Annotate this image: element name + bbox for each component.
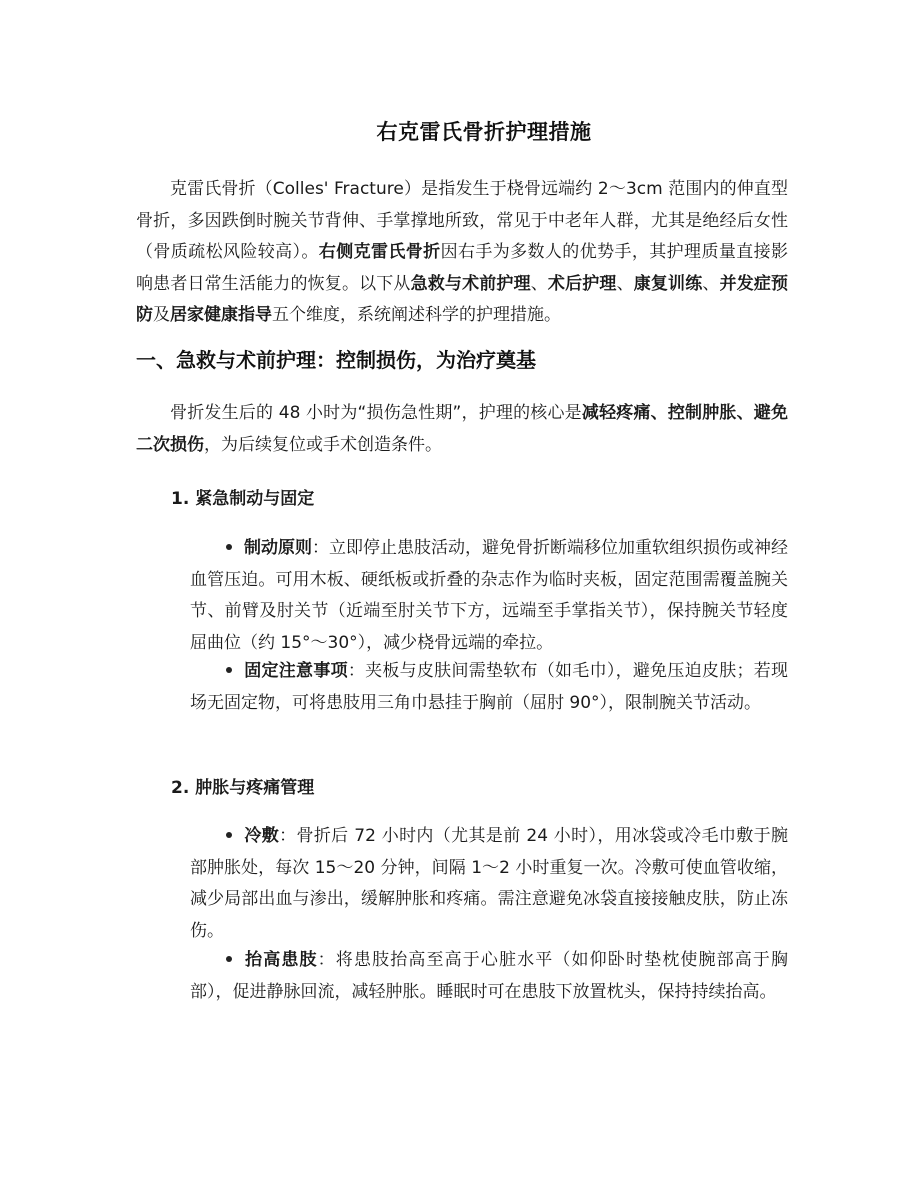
intro-bold-3: 术后护理 xyxy=(547,273,617,294)
intro-paragraph xyxy=(136,174,788,332)
intro-text-2: 因右手为多数人的优势手，其护理质量直接影响患者日常生活能力的恢复。以下从 xyxy=(136,242,789,294)
intro-text-6: 及 xyxy=(153,305,170,325)
intro-bold-1: 右侧克雷氏骨折 xyxy=(318,242,441,262)
bullet-text: ：夹板与皮肤间需垫软布（如毛巾），避免压迫皮肤；若现场无固定物，可将患肢用三角巾悬挂于胸前（屈肘 90°），限制腕关节活动。 xyxy=(190,661,788,713)
bullet-item xyxy=(190,656,788,719)
bullet-text: ：立即停止患肢活动，避免骨折断端移位加重软组织损伤或神经血管压迫。可用木板、硬纸板或折叠的杂志作为临时夹板，固定范围需覆盖腕关节、前臂及肘关节（近端至肘关节下方，远端至手掌指关节），保持腕关节轻度屈曲位（约 15°～30°），减少桡骨远端的牵拉。 xyxy=(190,538,788,653)
intro-text-1: 克雷氏骨折（Colles' Fracture）是指发生于桡骨远端约 2～3cm 范围内的伸直型骨折，多因跌倒时腕关节背伸、手掌撑地所致，常见于中老年人群，尤其是绝经后女性（骨质疏松风险较高）。 xyxy=(136,179,788,262)
document-title: 右克雷氏骨折护理措施 xyxy=(376,120,592,144)
bullet-label: 抬高患肢 xyxy=(244,950,318,970)
section1-intro xyxy=(136,398,788,461)
intro-text-4: 、 xyxy=(616,273,634,294)
subsection2-heading: 2. 肿胀与疼痛管理 xyxy=(171,778,315,798)
section1-heading: 一、急救与术前护理：控制损伤，为治疗奠基 xyxy=(136,348,536,372)
intro-text-3: 、 xyxy=(530,273,548,294)
bullet-item xyxy=(190,821,788,947)
bullet-label: 制动原则 xyxy=(244,538,312,558)
section1-intro-text-2: ，为后续复位或手术创造条件。 xyxy=(204,434,442,455)
bullet-dot-icon xyxy=(226,544,232,550)
bullet-dot-icon xyxy=(226,832,232,838)
bullet-dot-icon xyxy=(226,667,232,673)
bullet-item xyxy=(190,945,788,1008)
intro-bold-5: 并发症预防 xyxy=(136,273,789,325)
bullet-label: 冷敷 xyxy=(244,826,280,846)
subsection1-heading: 1. 紧急制动与固定 xyxy=(171,489,315,509)
bullet-item xyxy=(190,533,788,659)
section1-intro-bold: 减轻疼痛、控制肿胀、避免二次损伤 xyxy=(136,403,788,455)
bullet-dot-icon xyxy=(226,956,232,962)
intro-text-5: 、 xyxy=(702,273,720,294)
bullet-text: ：将患肢抬高至高于心脏水平（如仰卧时垫枕使腕部高于胸部），促进静脉回流，减轻肿胀。睡眠时可在患肢下放置枕头，保持持续抬高。 xyxy=(190,950,789,1002)
intro-bold-6: 居家健康指导 xyxy=(170,305,272,325)
bullet-label: 固定注意事项 xyxy=(244,661,348,681)
bullet-text: ：骨折后 72 小时内（尤其是前 24 小时），用冰袋或冷毛巾敷于腕部肿胀处，每次 15～20 分钟，间隔 1～2 小时重复一次。冷敷可使血管收缩，减少局部出血与渗出，缓解肿胀和疼痛。需注意避免冰袋直接接触皮肤，防止冻伤。 xyxy=(190,826,788,941)
intro-text-7: 五个维度，系统阐述科学的护理措施。 xyxy=(272,305,561,325)
intro-bold-2: 急救与术前护理 xyxy=(410,273,531,294)
section1-intro-text-1: 骨折发生后的 48 小时为“损伤急性期”，护理的核心是 xyxy=(170,403,582,423)
intro-bold-4: 康复训练 xyxy=(633,273,703,294)
